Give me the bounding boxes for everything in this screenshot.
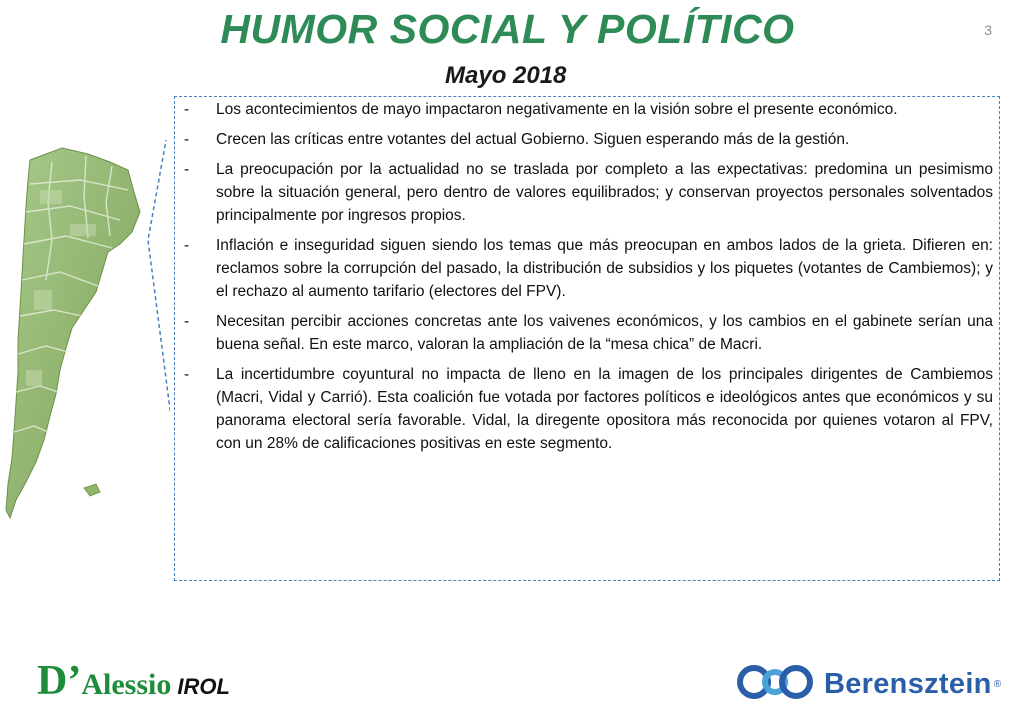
argentina-map-icon (0, 140, 170, 530)
page-title-text: HUMOR SOCIAL Y POLÍTICO (220, 6, 795, 52)
bullet-marker: - (184, 101, 190, 118)
page-number: 3 (984, 22, 992, 38)
bullet-item (180, 128, 993, 151)
bullet-item (180, 234, 993, 303)
dalessio-irol-logo (37, 660, 230, 708)
logo-d: D’ (37, 658, 82, 704)
bullet-marker: - (184, 237, 190, 254)
berensztein-name: Berensztein (824, 667, 992, 700)
bullet-text: La preocupación por la actualidad no se traslada por completo a las expectativas: predomina un pesimismo sobre la situación general, pero dentro de valores equilibrados; y conservan proyectos personales solventados principalmente por ingresos propios. (216, 161, 993, 224)
bullet-item (180, 363, 993, 455)
bullet-marker: - (184, 313, 190, 330)
bullet-marker: - (184, 161, 190, 178)
bullet-text: Los acontecimientos de mayo impactaron negativamente en la visión sobre el presente económico. (216, 101, 898, 118)
berensztein-rings-icon (736, 664, 814, 705)
bullet-text: Crecen las críticas entre votantes del actual Gobierno. Siguen esperando más de la gestión. (216, 131, 850, 148)
bullet-item (180, 98, 993, 121)
page-subtitle: Mayo 2018 (445, 62, 567, 89)
logo-alessio: Alessio (81, 668, 172, 701)
page-title (0, 6, 1024, 53)
bullet-text: La incertidumbre coyuntural no impacta de lleno en la imagen de los principales dirigentes de Cambiemos (Macri, Vidal y Carrió). Esta coalición fue votada por factores políticos e ideológicos antes que económicos y su panorama electoral sería favorable. Vidal, la diregente opositora más reconocida por quienes votaron al FPV, con un 28% de calificaciones positivas en este segmento. (216, 366, 993, 452)
bullet-list (180, 98, 993, 462)
registered-mark: ® (993, 678, 1002, 690)
bullet-text: Inflación e inseguridad siguen siendo los temas que más preocupan en ambos lados de la grieta. Difieren en: reclamos sobre la corrupción del pasado, la distribución de subsidios y los piquetes (votantes de Cambiemos); y el rechazo al aumento tarifario (electores del FPV). (216, 237, 993, 300)
berensztein-logo (736, 664, 1001, 704)
bullet-item (180, 158, 993, 227)
logo-irol: IROL (177, 674, 230, 699)
bullet-item (180, 310, 993, 356)
bullet-marker: - (184, 366, 190, 383)
bullet-text: Necesitan percibir acciones concretas ante los vaivenes económicos, y los cambios en el gabinete serían una buena señal. En este marco, valoran la ampliación de la “mesa chica” de Macri. (216, 313, 993, 353)
bullet-marker: - (184, 131, 190, 148)
